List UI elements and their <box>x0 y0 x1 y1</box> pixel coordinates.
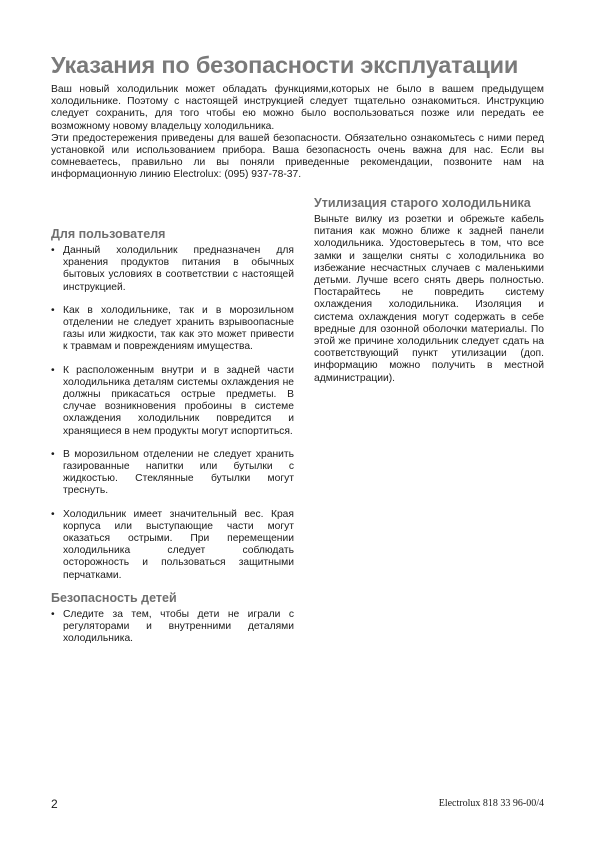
list-item-text: В морозильном отделении не следует хранить газированные напитки или бутылки с жидкостью. Стеклянные бутылки могут треснуть. <box>63 448 294 497</box>
list-item <box>51 449 294 498</box>
list-item-text: Как в холодильнике, так и в морозильном отделении не следует хранить взрывоопасные газы или жидкости, так как это может привести к травмам и повреждениям имущества. <box>63 304 294 353</box>
children-bullet-list <box>51 609 294 646</box>
disposal-section-heading: Утилизация старого холодильника <box>314 196 531 210</box>
list-item <box>51 245 294 294</box>
list-item <box>51 305 294 354</box>
user-bullet-list <box>51 245 294 582</box>
bullet-icon: • <box>51 508 55 520</box>
list-item <box>51 365 294 438</box>
list-item <box>51 509 294 582</box>
page-number: 2 <box>51 797 58 811</box>
bullet-icon: • <box>51 364 55 376</box>
disposal-section-body: Выньте вилку из розетки и обрежьте кабель питания как можно ближе к задней панели холодильника. Удостоверьтесь в том, что все замки и защелки сняты с холодильника во избежание несчастных случаев с маленькими детьми. Лучше всего снять дверь полностью. Постарайтесь не повредить систему охлаждения холодильника. Изоляция и система охлаждения могут содержать в себе вредные для озонной оболочки материалы. По этой же причине холодильник следует сдать на соответствующий пункт утилизации (доп. информацию можно получить в местной администрации). <box>314 214 544 384</box>
intro-paragraph-1: Ваш новый холодильник может обладать функциями,которых не было в вашем предыдущем холодильнике. Поэтому с настоящей инструкцией следует тщательно ознакомиться. Инструкцию следует сохранить, для того чтобы ею можно было воспользоваться позже или передать ее возможному новому владельцу холодильника. <box>51 84 544 132</box>
user-section <box>51 227 294 593</box>
intro-paragraph-2: Эти предостережения приведены для вашей безопасности. Обязательно ознакомьтесь с ними перед установкой или использованием прибора. Ваша безопасность очень важна для нас. Если вы сомневаетесь, правильно ли вы поняли приведенные рекомендации, позвоните нам на информационную линию Electrolux: (095) 937-78-37. <box>51 132 544 181</box>
document-code: Electrolux 818 33 96-00/4 <box>438 798 544 809</box>
children-section-heading: Безопасность детей <box>51 591 177 605</box>
list-item-text: Данный холодильник предназначен для хранения продуктов питания в обычных бытовых условиях в соответствии с настоящей инструкцией. <box>63 245 294 293</box>
user-section-heading: Для пользователя <box>51 227 166 241</box>
list-item-text: К расположенным внутри и в задней части холодильника деталям системы охлаждения не должны прикасаться острые предметы. В случае возникновения пробоины в системе охлаждения холодильник повредится и хранящиеся в нем продукты могут испортиться. <box>63 364 294 437</box>
disposal-section <box>314 196 544 385</box>
bullet-icon: • <box>51 448 55 460</box>
bullet-icon: • <box>51 304 55 316</box>
children-section <box>51 591 294 657</box>
list-item-text: Холодильник имеет значительный вес. Края корпуса или выступающие части могут оказаться острыми. При перемещении холодильника следует соблюдать осторожность и пользоваться защитными перчатками. <box>63 508 294 581</box>
intro-text <box>51 84 544 182</box>
list-item-text: Следите за тем, чтобы дети не играли с регуляторами и внутренними деталями холодильника. <box>63 609 294 645</box>
page-title: Указания по безопасности эксплуатации <box>51 52 519 78</box>
list-item <box>51 609 294 646</box>
bullet-icon: • <box>51 245 55 256</box>
bullet-icon: • <box>51 609 55 620</box>
